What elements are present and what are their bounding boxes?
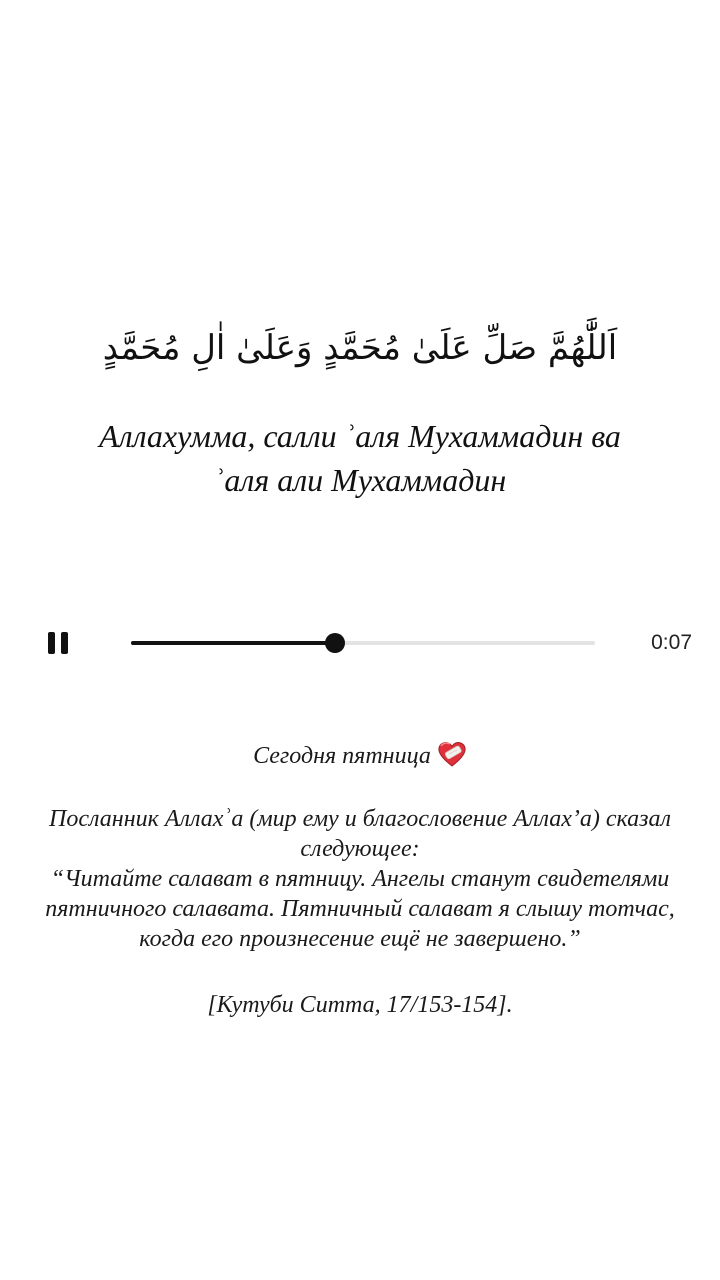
- arabic-dua-text: اَللَّٰهُمَّ صَلِّ عَلَىٰ مُحَمَّدٍ وَعَلَىٰ اٰلِ مُحَمَّدٍ: [102, 328, 618, 368]
- transliteration-line: Аллахумма, салли ʾаля Мухаммадин ва: [99, 418, 621, 454]
- pause-button[interactable]: [40, 630, 74, 660]
- pause-icon-bar: [61, 632, 68, 654]
- caption-line: следующее:: [300, 836, 420, 862]
- caption-title-text: Сегодня пятница: [253, 743, 431, 769]
- pause-icon-bar: [48, 632, 55, 654]
- progress-played: [131, 641, 335, 645]
- caption-line: когда его произнесение ещё не завершено.”: [139, 926, 581, 952]
- elapsed-time: 0:07: [651, 631, 692, 654]
- audio-player: [0, 612, 720, 674]
- mending-heart-icon: [437, 740, 467, 768]
- progress-slider[interactable]: [131, 641, 595, 645]
- caption-title: [20, 740, 700, 771]
- progress-handle[interactable]: [325, 633, 345, 653]
- caption-line: пятничного салавата. Пятничный салават я слышу тотчас,: [45, 896, 675, 922]
- hadith-source: [Кутуби Ситта, 17/153-154].: [207, 992, 513, 1018]
- transliteration-line: ʾаля али Мухаммадин: [213, 462, 507, 498]
- caption-line: Посланник Аллахʾа (мир ему и благословение Аллахʼа) сказал: [49, 806, 671, 832]
- caption-body: [20, 804, 700, 954]
- caption-line: “Читайте салават в пятницу. Ангелы станут свидетелями: [50, 866, 670, 892]
- transliteration-text: [40, 414, 680, 502]
